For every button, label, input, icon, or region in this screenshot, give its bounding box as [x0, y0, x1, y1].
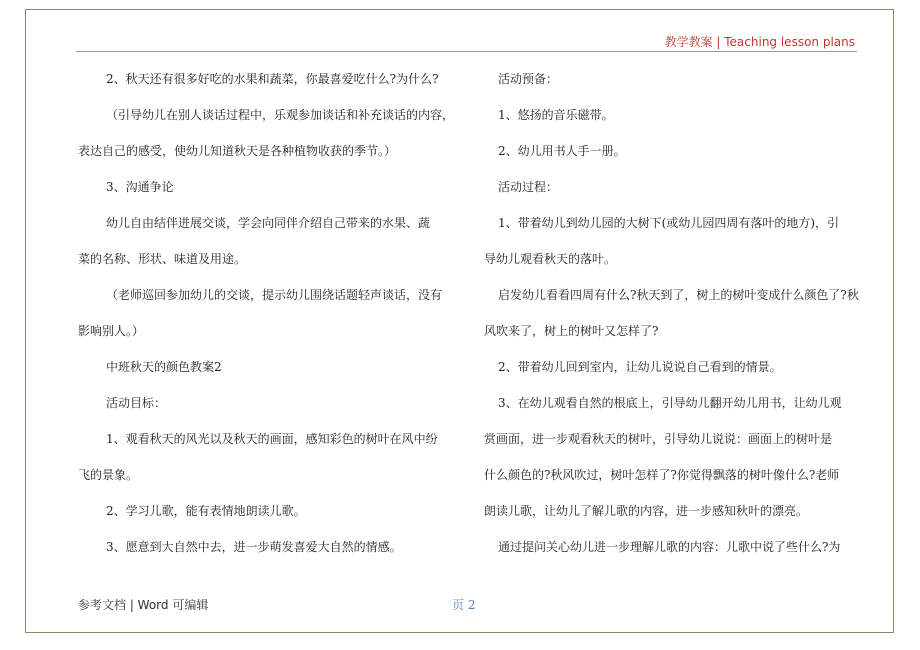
paragraph: 风吹来了，树上的树叶又怎样了?: [484, 324, 659, 338]
paragraph: 2、学习儿歌，能有表情地朗读儿歌。: [106, 504, 306, 518]
paragraph: （引导幼儿在别人谈话过程中，乐观参加谈话和补充谈话的内容，: [106, 108, 455, 122]
section-heading: 中班秋天的颜色教案2: [106, 360, 222, 374]
paragraph: 3、在幼儿观看自然的根底上，引导幼儿翻开幼儿用书，让幼儿观: [498, 396, 842, 410]
paragraph: 表达自己的感受，使幼儿知道秋天是各种植物收获的季节。）: [78, 144, 397, 158]
page-header: [76, 33, 857, 52]
paragraph: 通过提问关心幼儿进一步理解儿歌的内容：儿歌中说了些什么?为: [498, 540, 841, 554]
paragraph: 2、带着幼儿回到室内，让幼儿说说自己看到的情景。: [498, 360, 782, 374]
paragraph: 菜的名称、形状、味道及用途。: [78, 252, 247, 266]
paragraph: 1、悠扬的音乐磁带。: [498, 108, 614, 122]
header-title: 教学教案 | Teaching lesson plans: [664, 35, 855, 49]
paragraph: 2、秋天还有很多好吃的水果和蔬菜，你最喜爱吃什么?为什么?: [106, 72, 439, 86]
paragraph: 3、愿意到大自然中去，进一步萌发喜爱大自然的情感。: [106, 540, 402, 554]
paragraph: 活动预备：: [498, 72, 559, 86]
paragraph: 导幼儿观看秋天的落叶。: [484, 252, 617, 266]
paragraph: 2、幼儿用书人手一册。: [498, 144, 626, 158]
paragraph: 1、带着幼儿到幼儿园的大树下(或幼儿园四周有落叶的地方)，引: [498, 216, 840, 230]
paragraph: 启发幼儿看看四周有什么?秋天到了，树上的树叶变成什么颜色了?秋: [498, 288, 859, 302]
paragraph: 幼儿自由结伴进展交谈，学会向同伴介绍自己带来的水果、蔬: [106, 216, 431, 230]
paragraph: 赏画面，进一步观看秋天的树叶，引导幼儿说说：画面上的树叶是: [484, 432, 833, 446]
paragraph: 什么颜色的?秋风吹过，树叶怎样了?你觉得飘落的树叶像什么?老师: [484, 468, 840, 482]
paragraph: 朗读儿歌，让幼儿了解儿歌的内容，进一步感知秋叶的漂亮。: [484, 504, 809, 518]
paragraph: 活动目标：: [106, 396, 167, 410]
paragraph: 1、观看秋天的风光以及秋天的画面，感知彩色的树叶在风中纷: [106, 432, 438, 446]
paragraph: （老师巡回参加幼儿的交谈，提示幼儿围绕话题轻声谈话，没有: [106, 288, 443, 302]
paragraph: 3、沟通争论: [106, 180, 174, 194]
paragraph: 活动过程：: [498, 180, 559, 194]
paragraph: 飞的景象。: [78, 468, 139, 482]
footer-label: 参考文档 | Word 可编辑: [78, 598, 209, 612]
page-number: 页 2: [452, 598, 476, 612]
paragraph: 影响别人。）: [78, 324, 145, 338]
